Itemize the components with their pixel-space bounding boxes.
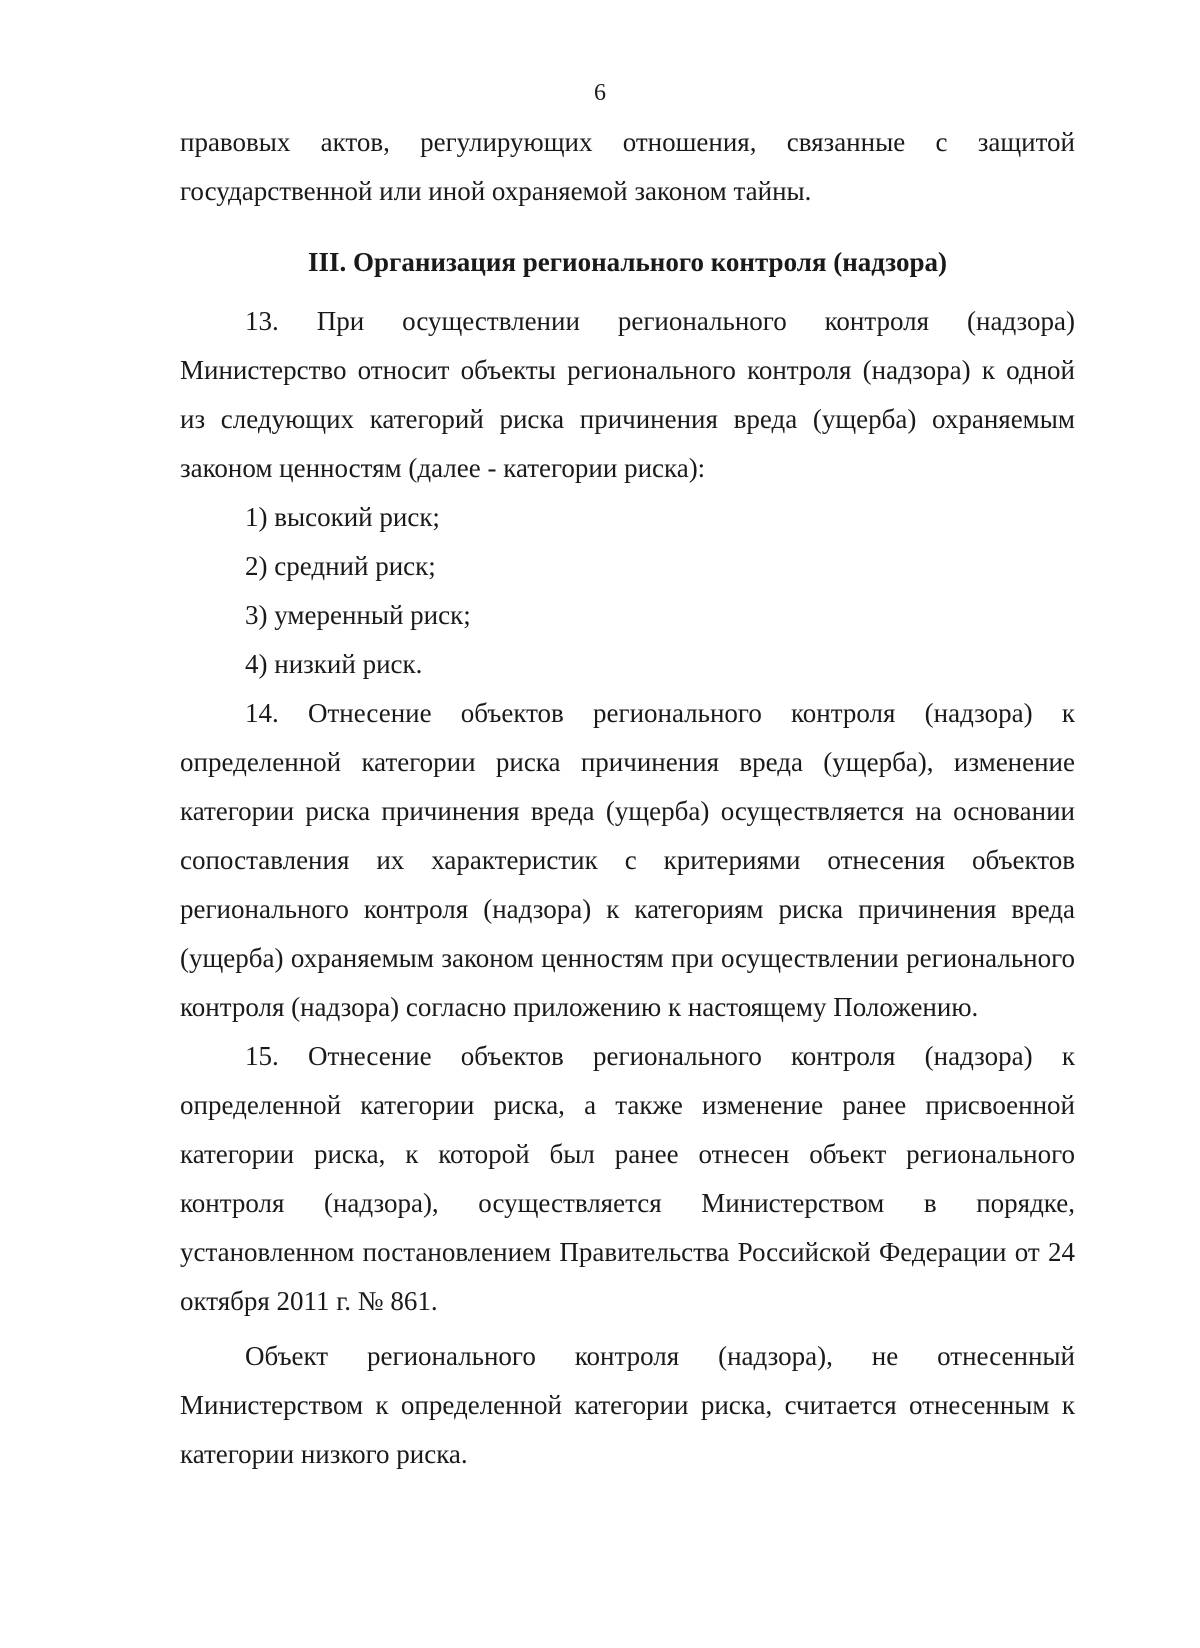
intro-paragraph: правовых актов, регулирующих отношения, связанные с защитой государственной или иной охраняемой законом тайны. (180, 127, 1075, 206)
risk-list-item-1: 1) высокий риск; (245, 502, 440, 532)
risk-list-item-4: 4) низкий риск. (245, 649, 423, 679)
paragraph-15: 15. Отнесение объектов регионального контроля (надзора) к определенной категории риска, а также изменение ранее присвоенной категории риска, к которой был ранее отнесен объект регионального контроля (надзора), осуществляется Министерством в порядке, установленном постановлением Правительства Российской Федерации от 24 октября 2011 г. № 861. (180, 1041, 1075, 1316)
document-body (180, 118, 1075, 1479)
paragraph-13: 13. При осуществлении регионального контроля (надзора) Министерство относит объекты регионального контроля (надзора) к одной из следующих категорий риска причинения вреда (ущерба) охраняемым законом ценностям (далее - категории риска): (180, 306, 1075, 483)
paragraph-last: Объект регионального контроля (надзора), не отнесенный Министерством к определенной категории риска, считается отнесенным к категории низкого риска. (180, 1341, 1075, 1469)
page-number: 6 (594, 80, 606, 106)
paragraph-14: 14. Отнесение объектов регионального контроля (надзора) к определенной категории риска причинения вреда (ущерба), изменение категории риска причинения вреда (ущерба) осуществляется на основании сопоставления их характеристик с критериями отнесения объектов регионального контроля (надзора) к категориям риска причинения вреда (ущерба) охраняемым законом ценностям при осуществлении регионального контроля (надзора) согласно приложению к настоящему Положению. (180, 698, 1075, 1022)
risk-list-item-3: 3) умеренный риск; (245, 600, 471, 630)
risk-list-item-2: 2) средний риск; (245, 551, 436, 581)
section-heading: III. Организация регионального контроля (надзора) (308, 247, 947, 277)
